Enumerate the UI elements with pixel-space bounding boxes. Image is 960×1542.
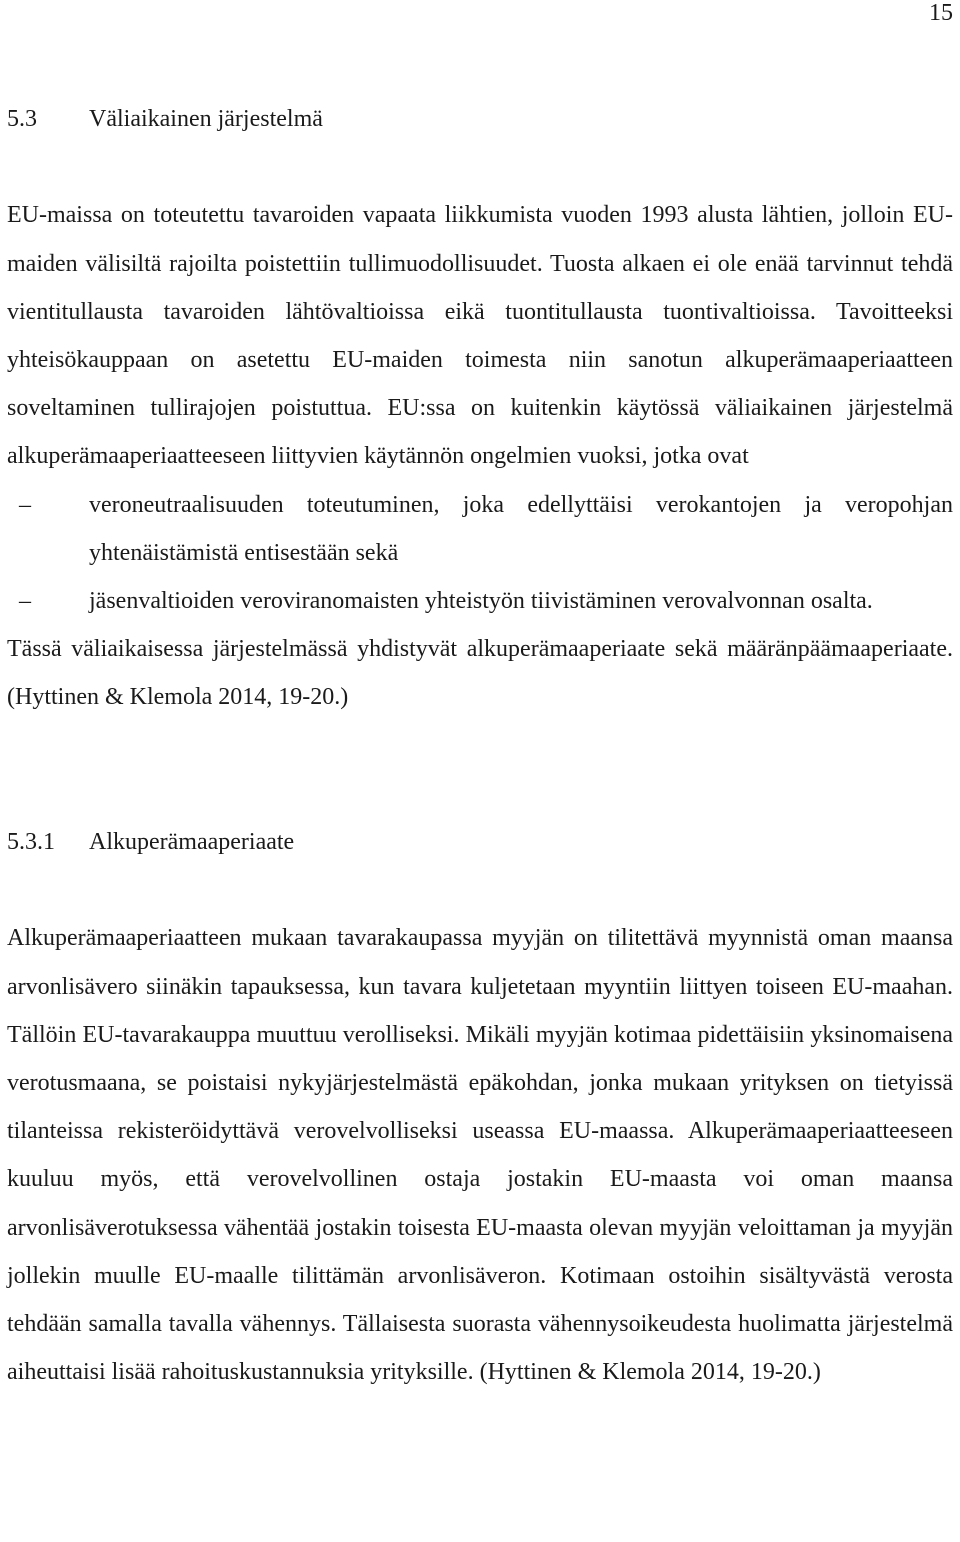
- list-item-text: veroneutraalisuuden toteutuminen, joka edellyttäisi verokantojen ja veropohjan yhtenäistämistä entisestään sekä: [89, 491, 953, 566]
- subsection-body-paragraph: Alkuperämaaperiaatteen mukaan tavarakaupassa myyjän on tilitettävä myynnistä oman maansa arvonlisävero siinäkin tapauksessa, kun tavara kuljetetaan myyntiin liittyen toiseen EU-maahan. Tällöin EU-tavarakauppa muuttuu verolliseksi. Mikäli myyjän kotimaa pidettäisiin yksinomaisena verotusmaana, se poistaisi nykyjärjestelmästä epäkohdan, jonka mukaan yrityksen on tietyissä tilanteissa rekisteröidyttävä verovelvolliseksi useassa EU-maassa. Alkuperämaaperiaatteeseen kuuluu myös, että verovelvollinen ostaja jostakin EU-maasta voi oman maansa arvonlisäverotuksessa vähentää jostakin toisesta EU-maasta olevan myyjän veloittaman ja myyjän jollekin muulle EU-maalle tilittämän arvonlisäveron. Kotimaan ostoihin sisältyvästä verosta tehdään samalla tavalla vähennys. Tällaisesta suorasta vähennysoikeudesta huolimatta järjestelmä aiheuttaisi lisää rahoituskustannuksia yrityksille. (Hyttinen & Klemola 2014, 19-20.): [7, 925, 953, 1386]
- section-heading: [7, 95, 953, 143]
- list-item: [7, 481, 953, 577]
- section-intro-paragraph: EU-maissa on toteutettu tavaroiden vapaata liikkumista vuoden 1993 alusta lähtien, jolloin EU-maiden välisiltä rajoilta poistettiin tullimuodollisuudet. Tuosta alkaen ei ole enää tarvinnut tehdä vientitullausta tavaroiden lähtövaltioissa eikä tuontitullausta tuontivaltioissa. Tavoitteeksi yhteisökauppaan on asetettu EU-maiden toimesta niin sanotun alkuperämaaperiaatteen soveltaminen tullirajojen poistuttua. EU:ssa on kuitenkin käytössä väliaikainen järjestelmä alkuperämaaperiaatteeseen liittyvien käytännön ongelmien vuoksi, jotka ovat: [7, 202, 953, 470]
- section-closing-paragraph: Tässä väliaikaisessa järjestelmässä yhdistyvät alkuperämaaperiaate sekä määränpäämaaperiaate. (Hyttinen & Klemola 2014, 19-20.): [7, 636, 953, 711]
- dash-bullet-icon: –: [19, 491, 31, 518]
- page-number: 15: [929, 0, 953, 26]
- document-body: [7, 95, 953, 1396]
- dash-bullet-icon: –: [19, 588, 31, 615]
- list-item-text: jäsenvaltioiden veroviranomaisten yhteistyön tiivistäminen verovalvonnan osalta.: [89, 588, 873, 615]
- section-title: Väliaikainen järjestelmä: [89, 106, 323, 132]
- subsection-title: Alkuperämaaperiaate: [89, 829, 295, 856]
- subsection-heading: [7, 818, 953, 866]
- list-item: [7, 577, 953, 625]
- subsection-number: 5.3.1: [7, 829, 55, 856]
- dash-list: [7, 481, 953, 626]
- section-number: 5.3: [7, 106, 37, 132]
